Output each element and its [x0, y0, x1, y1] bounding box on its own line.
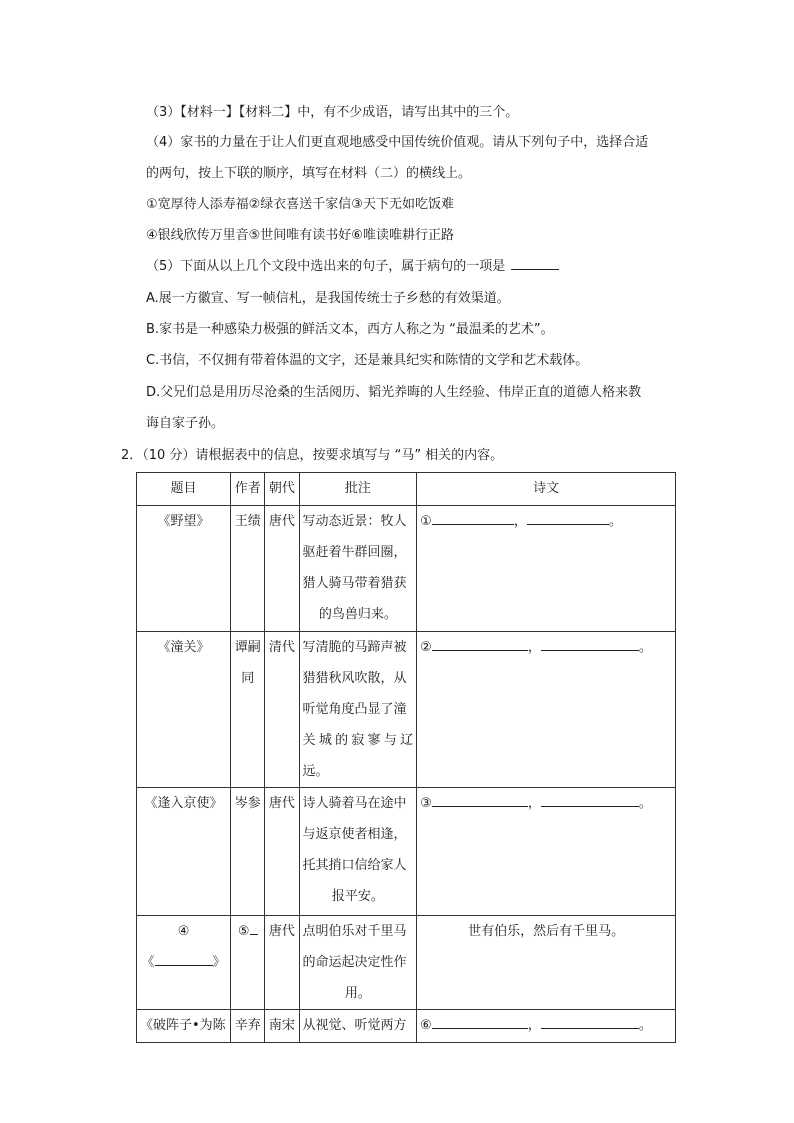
comma: ，: [527, 796, 541, 811]
note-line: 写清脆的马蹄声被: [302, 640, 407, 655]
cell-note: [299, 1010, 417, 1043]
cell-dynasty: 唐代: [265, 788, 299, 916]
title-blank-line: [140, 947, 227, 978]
table-row: [137, 506, 676, 632]
header-dynasty: 朝代: [265, 473, 299, 506]
question-5: [146, 257, 559, 277]
note-line: 与返京使者相逢，: [302, 827, 407, 842]
header-note: 批注: [299, 473, 417, 506]
note-line: 从视觉、听觉两方: [302, 1018, 407, 1033]
comma: ，: [527, 640, 541, 655]
note-line: 驱赶着牛群回圈，: [302, 545, 407, 560]
question-5-text: （5）下面从以上几个文段中选出来的句子，属于病句的一项是: [146, 259, 506, 274]
verse-blank[interactable]: [541, 1014, 639, 1029]
period: 。: [608, 514, 622, 529]
blank-number: ⑤: [237, 924, 250, 939]
note-line: 猎人骑马带着猎获: [302, 576, 407, 591]
option-c: C.书信，不仅拥有带着体温的文字，还是兼具纪实和陈情的文学和艺术载体。: [146, 353, 589, 368]
author-line: 同: [241, 671, 255, 686]
period: 。: [638, 1018, 652, 1033]
comma: ，: [513, 514, 527, 529]
question-4-line2: 的两句，按上下联的顺序，填写在材料（二）的横线上。: [146, 166, 472, 181]
cell-dynasty: 唐代: [265, 506, 299, 632]
cell-author: [231, 632, 265, 788]
note-line: 诗人骑着马在途中: [302, 796, 407, 811]
cell-author: [231, 916, 265, 1010]
blank-number: ②: [420, 640, 432, 655]
option-a: A.展一方徽宣、写一帧信札，是我国传统士子乡愁的有效渠道。: [146, 291, 510, 306]
cell-dynasty: 唐代: [265, 916, 299, 1010]
question-4-line1: （4）家书的力量在于让人们更直观地感受中国传统价值观。请从下列句子中，选择合适: [146, 135, 649, 150]
cell-note: [299, 788, 417, 916]
cell-note: [299, 632, 417, 788]
answer-blank[interactable]: [511, 257, 559, 270]
blank-number: ⑥: [420, 1018, 432, 1033]
period: 。: [638, 640, 652, 655]
cell-verse: [417, 506, 676, 632]
cell-note: [299, 506, 417, 632]
option-d-line2: 诲自家子孙。: [146, 416, 225, 431]
verse-blank[interactable]: [541, 792, 639, 807]
author-blank[interactable]: [250, 920, 258, 935]
table-row: [137, 1010, 676, 1043]
cell-author: 王绩: [231, 506, 265, 632]
note-line: 的命运起决定性作: [302, 955, 407, 970]
period: 。: [638, 796, 652, 811]
verse-blank[interactable]: [432, 1014, 528, 1029]
blank-number: ③: [420, 796, 432, 811]
cell-title: 《破阵子•为陈: [137, 1010, 231, 1043]
open-bracket: 《: [141, 955, 155, 970]
cell-title: 《潼关》: [137, 632, 231, 788]
header-author: 作者: [231, 473, 265, 506]
poem-table: [136, 472, 676, 1043]
table-row: [137, 916, 676, 1010]
verse-blank[interactable]: [541, 636, 639, 651]
question-4-options-1: ①宽厚待人添寿福②绿衣喜送千家信③天下无如吃饭难: [146, 197, 454, 212]
cell-verse: [417, 788, 676, 916]
note-line: 写动态近景：牧人: [302, 514, 407, 529]
note-line: 托其捎口信给家人: [302, 858, 407, 873]
note-line: 报平安。: [331, 889, 384, 904]
comma: ，: [527, 1018, 541, 1033]
note-line: 听觉角度凸显了潼: [302, 702, 407, 717]
cell-author: 辛弃: [231, 1010, 265, 1043]
header-title: 题目: [137, 473, 231, 506]
blank-number: ①: [420, 514, 432, 529]
author-line: 谭嗣: [234, 640, 261, 655]
verse-blank[interactable]: [432, 636, 528, 651]
verse-blank[interactable]: [432, 792, 528, 807]
cell-dynasty: 南宋: [265, 1010, 299, 1043]
title-blank[interactable]: [155, 951, 213, 966]
close-bracket: 》: [212, 955, 226, 970]
cell-title: [137, 916, 231, 1010]
question-3: （3）【材料一】【材料二】中，有不少成语，请写出其中的三个。: [146, 105, 519, 120]
table-row: [137, 788, 676, 916]
option-b: B.家书是一种感染力极强的鲜活文本，西方人称之为 “最温柔的艺术”。: [146, 322, 554, 337]
cell-verse: 世有伯乐，然后有千里马。: [417, 916, 676, 1010]
question-4-options-2: ④银线欣传万里音⑤世间唯有读书好⑥唯读唯耕行正路: [146, 228, 454, 243]
verse-blank[interactable]: [527, 510, 609, 525]
cell-title: 《野望》: [137, 506, 231, 632]
table-row: [137, 632, 676, 788]
note-line: 关城的寂寥与辽远。: [302, 733, 414, 779]
cell-verse: [417, 632, 676, 788]
header-text: 诗文: [417, 473, 676, 506]
cell-dynasty: 清代: [265, 632, 299, 788]
cell-author: 岑参: [231, 788, 265, 916]
verse-blank[interactable]: [432, 510, 514, 525]
note-line: 猎猎秋风吹散，从: [302, 671, 407, 686]
option-d-line1: D.父兄们总是用历尽沧桑的生活阅历、韬光养晦的人生经验、伟岸正直的道德人格来教: [146, 385, 642, 400]
question-2: 2．（10 分）请根据表中的信息，按要求填写与 “马” 相关的内容。: [121, 448, 504, 463]
cell-verse: [417, 1010, 676, 1043]
note-line: 的鸟兽归来。: [318, 607, 397, 622]
note-line: 用。: [344, 986, 371, 1001]
cell-title: 《逢入京使》: [137, 788, 231, 916]
table-header-row: [137, 473, 676, 506]
note-line: 点明伯乐对千里马: [302, 924, 407, 939]
cell-note: [299, 916, 417, 1010]
blank-number: ④: [177, 924, 190, 939]
